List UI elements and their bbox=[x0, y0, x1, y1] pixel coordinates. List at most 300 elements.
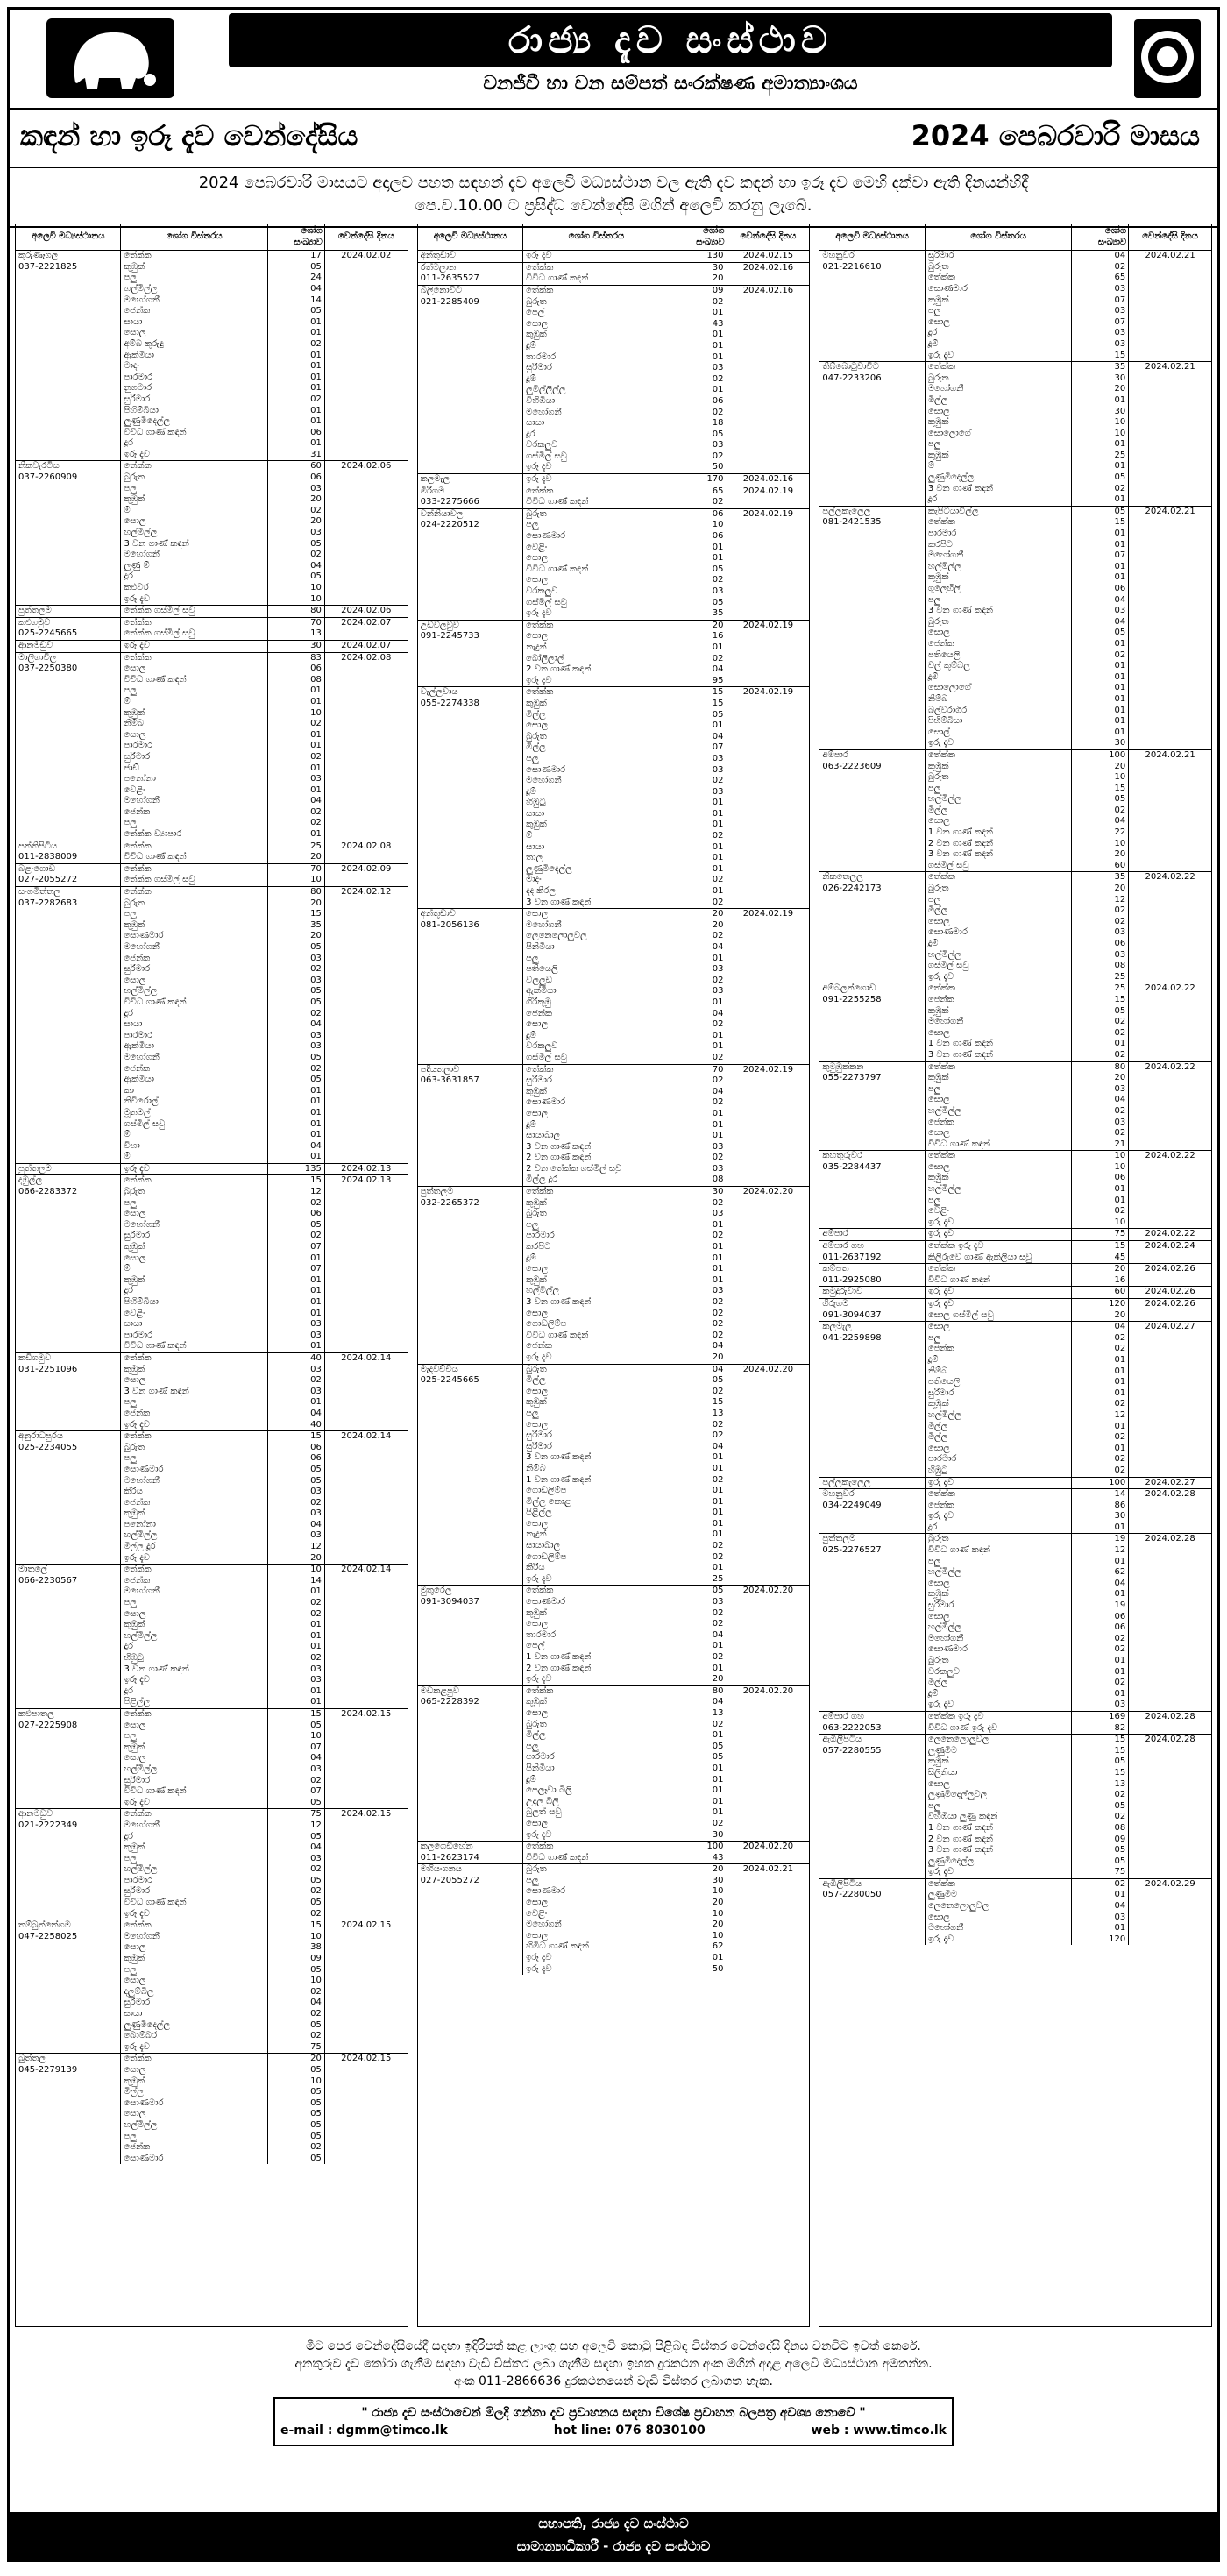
timber-type: තේක්ක bbox=[925, 983, 1072, 995]
sales-center bbox=[418, 654, 523, 665]
timber-type: ඉරූ දැව bbox=[523, 1964, 670, 1976]
table-row bbox=[819, 362, 1211, 373]
auction-date bbox=[1129, 606, 1211, 617]
lot-count: 02 bbox=[268, 719, 325, 730]
sales-center: කඩිගමුව bbox=[16, 1352, 121, 1364]
timber-type: මහෝගනී bbox=[523, 408, 670, 419]
timber-type: පනෝනා bbox=[121, 1520, 268, 1531]
column-header-office: අලෙවි මධ්‍යස්ථානය bbox=[16, 224, 121, 251]
auction-date bbox=[1129, 1667, 1211, 1678]
timber-type: ලුණුමිදෙල්ල bbox=[121, 2020, 268, 2032]
timber-type: සොණමාර bbox=[523, 765, 670, 777]
table-row bbox=[819, 972, 1211, 983]
auction-date bbox=[324, 361, 407, 373]
lot-count: 02 bbox=[268, 1776, 325, 1787]
lot-count: 01 bbox=[268, 317, 325, 329]
lot-count: 01 bbox=[268, 383, 325, 394]
lot-count: 04 bbox=[268, 1753, 325, 1764]
sales-center: 091-3094037 bbox=[418, 1597, 523, 1608]
lot-count: 01 bbox=[268, 1586, 325, 1598]
auction-date bbox=[324, 1187, 407, 1198]
table-row bbox=[16, 1198, 408, 1210]
table-row bbox=[418, 1586, 810, 1597]
auction-date bbox=[1129, 540, 1211, 551]
timber-type: පලු bbox=[121, 1598, 268, 1609]
auction-date bbox=[1129, 1206, 1211, 1217]
auction-date bbox=[727, 531, 809, 543]
table-row bbox=[16, 741, 408, 752]
timber-type: පලු bbox=[523, 1876, 670, 1887]
lot-count: 60 bbox=[268, 461, 325, 472]
timber-type: වරකලුව bbox=[523, 440, 670, 451]
lot-count: 01 bbox=[1072, 1039, 1129, 1050]
auction-date bbox=[324, 1520, 407, 1531]
timber-type: වෙළිං bbox=[925, 1206, 1072, 1217]
table-row bbox=[819, 1489, 1211, 1501]
timber-type: කරපිට bbox=[523, 1242, 670, 1253]
table-row bbox=[16, 1141, 408, 1153]
table-row bbox=[819, 295, 1211, 307]
auction-date bbox=[727, 654, 809, 665]
lot-count: 13 bbox=[268, 628, 325, 640]
lot-count: 04 bbox=[1072, 1095, 1129, 1106]
auction-date bbox=[324, 1198, 407, 1210]
auction-date bbox=[1129, 784, 1211, 795]
lot-count: 03 bbox=[670, 964, 727, 976]
sales-center bbox=[16, 383, 121, 394]
auction-date bbox=[727, 319, 809, 330]
sales-center bbox=[819, 1366, 925, 1378]
intro-line-1: 2024 පෙබරවාරි මාසයට අදාලව පහත සඳහන් දැව අලෙවි මධ්‍යස්ථාන වල ඇති දැව කඳන් හා ඉරූ දැව මෙහි දක්වා ඇති දිනයන්හිදී bbox=[198, 174, 1029, 192]
table-row bbox=[16, 1954, 408, 1965]
lot-count: 01 bbox=[670, 853, 727, 864]
sales-center: වැල්ලවාය bbox=[418, 687, 523, 699]
lot-count: 10 bbox=[268, 1565, 325, 1576]
auction-date bbox=[727, 1909, 809, 1920]
auction-date bbox=[727, 920, 809, 932]
lot-count: 02 bbox=[1072, 1344, 1129, 1355]
table-row bbox=[819, 927, 1211, 939]
sales-center bbox=[819, 650, 925, 662]
timber-type: සායා bbox=[523, 809, 670, 820]
table-row bbox=[418, 1730, 810, 1742]
table-row bbox=[418, 1876, 810, 1887]
sales-center bbox=[418, 319, 523, 330]
lot-count: 04 bbox=[670, 1087, 727, 1098]
lot-count: 01 bbox=[268, 1286, 325, 1297]
table-row bbox=[819, 328, 1211, 339]
table-row bbox=[418, 1608, 810, 1620]
lot-count: 10 bbox=[670, 1931, 727, 1942]
timber-type: බුරුත bbox=[925, 373, 1072, 385]
auction-date bbox=[727, 1619, 809, 1630]
auction-date: 2024.02.07 bbox=[324, 640, 407, 652]
lot-count: 20 bbox=[1072, 762, 1129, 773]
sales-center bbox=[16, 931, 121, 942]
auction-date bbox=[1129, 1344, 1211, 1355]
sales-center: තිබ්බොටුවාවිට bbox=[819, 362, 925, 373]
auction-date bbox=[324, 1786, 407, 1798]
sales-center: 081-2421535 bbox=[819, 517, 925, 529]
sales-center bbox=[16, 1141, 121, 1153]
timber-type: කුඹුක් bbox=[523, 330, 670, 341]
sales-center bbox=[16, 1832, 121, 1843]
timber-type: ම් bbox=[121, 1130, 268, 1141]
lot-count: 01 bbox=[268, 1341, 325, 1352]
sales-center: 032-2265372 bbox=[418, 1198, 523, 1210]
lot-count: 02 bbox=[1072, 1206, 1129, 1217]
timber-type: සොල bbox=[523, 1019, 670, 1031]
timber-type: සුරිමාර bbox=[523, 363, 670, 374]
sales-center bbox=[819, 1050, 925, 1061]
lot-count: 09 bbox=[268, 1954, 325, 1965]
lot-count: 83 bbox=[268, 652, 325, 664]
sales-center bbox=[819, 494, 925, 506]
table-row bbox=[418, 564, 810, 576]
table-row bbox=[16, 1832, 408, 1843]
lot-count: 60 bbox=[1072, 1287, 1129, 1299]
timber-type: පිහිම්බියා bbox=[121, 1297, 268, 1309]
table-row bbox=[16, 1508, 408, 1520]
table-row bbox=[819, 895, 1211, 906]
table-row bbox=[819, 749, 1211, 761]
lot-count: 01 bbox=[670, 1031, 727, 1042]
timber-type: සොණමාර bbox=[925, 927, 1072, 939]
table-row bbox=[819, 950, 1211, 962]
lot-count: 02 bbox=[1072, 1878, 1129, 1890]
timber-type: ජෙන්ක bbox=[925, 1118, 1072, 1129]
sales-center: මඩකළපුව bbox=[418, 1685, 523, 1697]
table-row bbox=[819, 339, 1211, 351]
lot-count: 07 bbox=[1072, 550, 1129, 562]
lot-count: 05 bbox=[268, 1965, 325, 1976]
lot-count: 06 bbox=[268, 1453, 325, 1465]
timber-type: සොල bbox=[523, 909, 670, 920]
lot-count: 01 bbox=[268, 416, 325, 428]
table-row bbox=[418, 1697, 810, 1708]
table-row bbox=[819, 1823, 1211, 1834]
timber-type: සොල bbox=[523, 631, 670, 642]
auction-date bbox=[324, 1508, 407, 1520]
auction-date: 2024.02.21 bbox=[1129, 749, 1211, 761]
auction-date bbox=[727, 553, 809, 564]
lot-count: 01 bbox=[670, 1664, 727, 1675]
timber-type: සායා bbox=[523, 842, 670, 854]
timber-type: 3 වන ගාණ් කඳන් bbox=[121, 1387, 268, 1398]
auction-date bbox=[727, 1752, 809, 1763]
auction-date bbox=[324, 328, 407, 339]
timber-type: පතියෙලි bbox=[523, 964, 670, 976]
sales-center bbox=[418, 1763, 523, 1775]
lot-count: 05 bbox=[1072, 1006, 1129, 1018]
auction-date bbox=[727, 1941, 809, 1953]
timber-type: කුඹුක් bbox=[925, 1173, 1072, 1184]
auction-date bbox=[324, 2098, 407, 2110]
timber-type: තාරමාර bbox=[523, 352, 670, 364]
lot-count: 120 bbox=[1072, 1934, 1129, 1946]
lot-count: 02 bbox=[1072, 262, 1129, 273]
table-row bbox=[418, 1775, 810, 1786]
lot-count: 01 bbox=[670, 1797, 727, 1808]
timber-type: කුඹුක් bbox=[121, 1842, 268, 1854]
table-row bbox=[418, 1297, 810, 1309]
sales-center bbox=[819, 1017, 925, 1028]
auction-date bbox=[324, 2076, 407, 2088]
lot-count: 04 bbox=[670, 1442, 727, 1453]
lot-count: 01 bbox=[268, 1697, 325, 1708]
sales-center bbox=[819, 1834, 925, 1846]
table-row bbox=[16, 450, 408, 461]
lot-count: 04 bbox=[1072, 595, 1129, 607]
lot-count: 01 bbox=[268, 1642, 325, 1653]
lot-count: 02 bbox=[670, 1387, 727, 1398]
auction-date bbox=[324, 774, 407, 785]
sales-center: ගිරුගම bbox=[819, 1299, 925, 1310]
table-row bbox=[819, 1061, 1211, 1073]
lot-count: 01 bbox=[268, 328, 325, 339]
sales-center bbox=[418, 1409, 523, 1420]
table-row bbox=[418, 1464, 810, 1475]
lot-count: 20 bbox=[1072, 1073, 1129, 1084]
auction-date bbox=[1129, 1823, 1211, 1834]
timber-type: ඉරූ දැව bbox=[121, 450, 268, 461]
sales-center bbox=[16, 1231, 121, 1242]
auction-date bbox=[1129, 1600, 1211, 1612]
auction-date bbox=[1129, 672, 1211, 684]
sales-center bbox=[819, 1612, 925, 1623]
auction-date bbox=[324, 2009, 407, 2020]
timber-type: තේක්ක bbox=[523, 285, 670, 296]
ministry-subtitle: වනජීවී හා වන සම්පත් සංරක්ෂණ අමාත්‍යාංශය bbox=[483, 73, 858, 95]
sales-center bbox=[418, 1563, 523, 1574]
table-row bbox=[819, 1095, 1211, 1106]
table-row bbox=[819, 1128, 1211, 1139]
table-row bbox=[16, 887, 408, 898]
lot-count: 02 bbox=[670, 297, 727, 309]
sales-center bbox=[418, 1730, 523, 1742]
sales-center bbox=[819, 1700, 925, 1711]
table-row bbox=[819, 617, 1211, 628]
auction-date bbox=[1129, 1162, 1211, 1174]
timber-type: පිළිල්ල bbox=[523, 1508, 670, 1519]
sales-center bbox=[819, 738, 925, 749]
auction-date: 2024.02.19 bbox=[727, 909, 809, 920]
sales-center bbox=[16, 752, 121, 763]
table-row bbox=[418, 341, 810, 352]
lot-count: 01 bbox=[1072, 395, 1129, 407]
lot-count: 02 bbox=[670, 451, 727, 463]
timber-type: තේක්ක bbox=[121, 841, 268, 852]
table-row bbox=[819, 1934, 1211, 1946]
table-row bbox=[418, 396, 810, 408]
table-row bbox=[16, 785, 408, 797]
timber-type: කුඹුක් bbox=[523, 1087, 670, 1098]
table-row bbox=[16, 1576, 408, 1587]
auction-date bbox=[1129, 1856, 1211, 1868]
auction-date bbox=[324, 1152, 407, 1163]
lot-count: 05 bbox=[268, 1053, 325, 1064]
sales-center: කුරුණෑගල bbox=[16, 251, 121, 262]
table-row bbox=[16, 1721, 408, 1732]
auction-date bbox=[727, 308, 809, 319]
table-row bbox=[418, 1619, 810, 1630]
table-row bbox=[16, 1898, 408, 1909]
table-row bbox=[418, 1497, 810, 1508]
sales-center bbox=[16, 1508, 121, 1520]
table-row bbox=[819, 1206, 1211, 1217]
timber-type: සුරිමාර bbox=[121, 1886, 268, 1898]
timber-type: දූර bbox=[121, 1642, 268, 1653]
auction-date: 2024.02.19 bbox=[727, 687, 809, 699]
table-row bbox=[16, 1798, 408, 1809]
sales-center bbox=[819, 1912, 925, 1924]
auction-date: 2024.02.21 bbox=[1129, 506, 1211, 517]
table-row bbox=[819, 1399, 1211, 1410]
table-row bbox=[819, 961, 1211, 972]
table-row bbox=[418, 1442, 810, 1453]
table-row bbox=[819, 595, 1211, 607]
auction-date bbox=[1129, 384, 1211, 395]
auction-date bbox=[324, 1954, 407, 1965]
timber-type: ඇක්මීයා bbox=[523, 986, 670, 997]
auction-date bbox=[324, 1319, 407, 1331]
timber-type: 2 වන ගාණ් කඳන් bbox=[523, 1153, 670, 1164]
table-row bbox=[16, 1365, 408, 1376]
sales-center: පුත්තලම bbox=[418, 1187, 523, 1198]
lot-count: 10 bbox=[268, 1731, 325, 1742]
timber-type: කුඹුක් bbox=[121, 1275, 268, 1287]
lot-count: 03 bbox=[670, 787, 727, 798]
lot-count: 15 bbox=[268, 1175, 325, 1187]
table-row bbox=[16, 1341, 408, 1352]
table-row bbox=[16, 1163, 408, 1175]
lot-count: 05 bbox=[1072, 1856, 1129, 1868]
sales-center bbox=[819, 1779, 925, 1791]
auction-date bbox=[727, 608, 809, 620]
auction-date bbox=[727, 765, 809, 777]
auction-date bbox=[324, 494, 407, 506]
timber-type: සුරිමාර bbox=[121, 1231, 268, 1242]
lot-count: 05 bbox=[670, 1375, 727, 1387]
sales-center bbox=[819, 617, 925, 628]
table-row bbox=[16, 1631, 408, 1643]
table-row bbox=[16, 1286, 408, 1297]
table-row bbox=[819, 1432, 1211, 1444]
table-row bbox=[16, 306, 408, 317]
sales-center bbox=[819, 1344, 925, 1355]
timber-type: තේක්ක bbox=[523, 486, 670, 497]
table-row bbox=[418, 1953, 810, 1964]
timber-type: පලු bbox=[523, 1409, 670, 1420]
table-row bbox=[418, 1652, 810, 1664]
sales-center bbox=[418, 1153, 523, 1164]
timber-type: සොල bbox=[523, 1708, 670, 1720]
sales-center bbox=[16, 909, 121, 920]
table-row bbox=[819, 517, 1211, 529]
auction-date bbox=[1129, 1557, 1211, 1568]
lot-count: 04 bbox=[670, 1697, 727, 1708]
auction-date bbox=[1129, 1845, 1211, 1856]
lot-count: 01 bbox=[670, 330, 727, 341]
auction-table bbox=[418, 224, 810, 1975]
table-row bbox=[418, 486, 810, 497]
auction-date bbox=[727, 631, 809, 642]
sales-center: 035-2284437 bbox=[819, 1162, 925, 1174]
auction-date bbox=[324, 1019, 407, 1031]
timber-type: කුඹුක් bbox=[121, 494, 268, 506]
timber-type: තේක්ක bbox=[523, 1842, 670, 1853]
auction-date bbox=[324, 1498, 407, 1509]
auction-date bbox=[1129, 1867, 1211, 1878]
timber-type: සොල bbox=[523, 1387, 670, 1398]
timber-type: කුඹුක් bbox=[523, 820, 670, 831]
sales-center bbox=[418, 997, 523, 1009]
table-row bbox=[16, 807, 408, 819]
sales-center bbox=[418, 942, 523, 954]
sales-center bbox=[16, 1264, 121, 1275]
sales-center bbox=[16, 697, 121, 708]
timber-type: පිළිල්ල bbox=[121, 1697, 268, 1708]
sales-center bbox=[418, 352, 523, 364]
sales-center bbox=[418, 1652, 523, 1664]
timber-type: හල්මිල්ල bbox=[121, 1764, 268, 1776]
table-row bbox=[819, 706, 1211, 717]
lot-count: 30 bbox=[1072, 373, 1129, 385]
sales-center bbox=[418, 720, 523, 732]
lot-count: 02 bbox=[670, 1608, 727, 1620]
timber-type: කුඹුක් bbox=[121, 1742, 268, 1754]
sales-center bbox=[418, 1941, 523, 1953]
table-row bbox=[418, 1142, 810, 1153]
sales-center bbox=[418, 1142, 523, 1153]
lot-count: 01 bbox=[670, 341, 727, 352]
lot-count: 03 bbox=[1072, 950, 1129, 962]
table-row bbox=[16, 1397, 408, 1409]
sales-center bbox=[418, 1442, 523, 1453]
auction-date: 2024.02.16 bbox=[727, 474, 809, 486]
table-row bbox=[418, 687, 810, 699]
timber-type: පෙල් bbox=[523, 308, 670, 319]
sales-center bbox=[418, 1785, 523, 1797]
sales-center bbox=[16, 1731, 121, 1742]
timber-type: කුඹුක් bbox=[523, 1608, 670, 1620]
lot-count: 43 bbox=[670, 1853, 727, 1864]
auction-date bbox=[324, 1598, 407, 1609]
lot-count: 03 bbox=[268, 774, 325, 785]
email-link[interactable]: e-mail : dgmm@timco.lk bbox=[280, 2423, 448, 2438]
auction-date bbox=[1129, 639, 1211, 650]
timber-type: තේක්ක bbox=[121, 1175, 268, 1187]
lot-count: 01 bbox=[670, 864, 727, 876]
lot-count: 04 bbox=[268, 1141, 325, 1153]
sales-center bbox=[16, 284, 121, 295]
auction-date bbox=[1129, 895, 1211, 906]
auction-date: 2024.02.21 bbox=[1129, 251, 1211, 262]
lot-count: 02 bbox=[670, 831, 727, 842]
table-row bbox=[819, 1600, 1211, 1612]
table-row bbox=[418, 898, 810, 909]
timber-type: පතියෙලි bbox=[925, 1377, 1072, 1388]
sales-center bbox=[819, 1901, 925, 1912]
website-link[interactable]: web : www.timco.lk bbox=[811, 2423, 947, 2438]
lot-count: 04 bbox=[1072, 1579, 1129, 1590]
timber-type: කුඹුක් bbox=[121, 1620, 268, 1631]
table-row bbox=[819, 839, 1211, 850]
timber-type: කුඹුක් bbox=[523, 1198, 670, 1210]
lot-count: 05 bbox=[1072, 794, 1129, 805]
table-row bbox=[16, 628, 408, 640]
timber-type: ම් bbox=[121, 1152, 268, 1163]
